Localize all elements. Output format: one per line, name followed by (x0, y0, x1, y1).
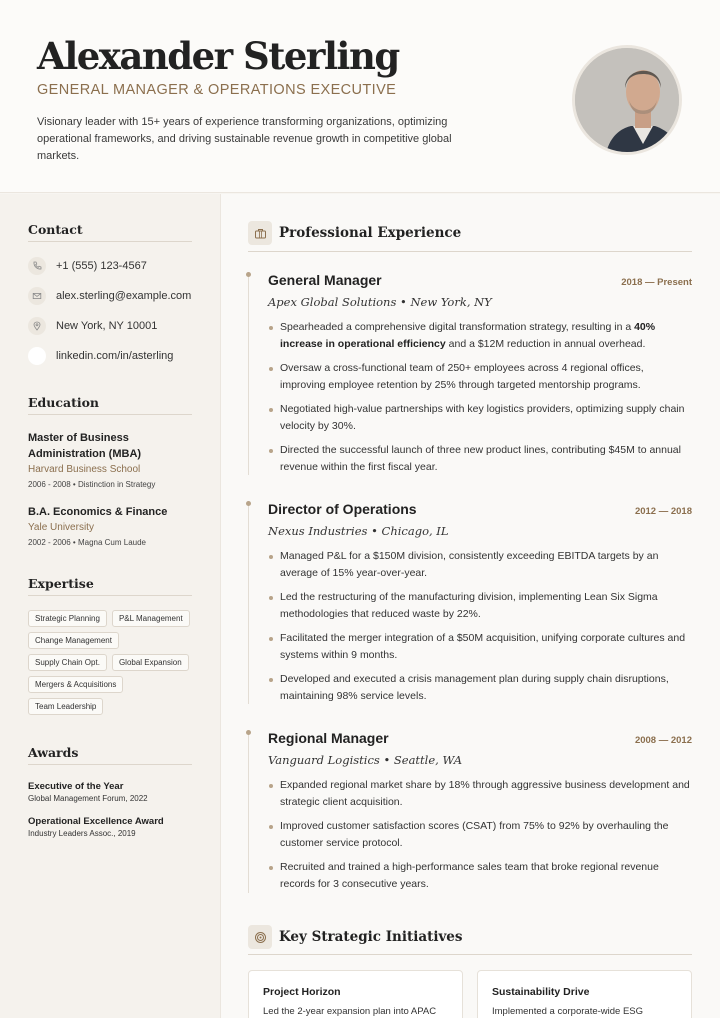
summary-text: Visionary leader with 15+ years of experience transforming organizations, optimizing operational frameworks, and driving sustainable revenue growth in competitive global markets. (37, 116, 452, 162)
contact-location (28, 316, 157, 336)
job-company: Vanguard Logistics • Seattle, WA (268, 753, 463, 767)
job-bullets (268, 777, 692, 900)
avatar (572, 45, 682, 155)
job-bullet: Negotiated high-value partnerships with key logistics providers, optimizing supply chain velocity by 30%. (268, 401, 692, 435)
target-icon (248, 925, 272, 949)
job-bullets (268, 548, 692, 712)
expertise-tag: Team Leadership (28, 698, 103, 715)
divider (248, 251, 692, 252)
job-bullet: Led the restructuring of the manufacturing division, implementing Lean Six Sigma methodologies that reduced waste by 22%. (268, 589, 692, 623)
education-meta: 2006 - 2008 • Distinction in Strategy (28, 480, 156, 489)
initiative-card (248, 970, 463, 1018)
expertise-tag: Global Expansion (112, 654, 189, 671)
job-bullet: Managed P&L for a $150M division, consistently exceeding EBITDA targets by an average of 15% year-over-year. (268, 548, 692, 582)
expertise-tag: Strategic Planning (28, 610, 107, 627)
award-item (28, 815, 208, 840)
timeline-line (248, 504, 249, 704)
award-org: Global Management Forum, 2022 (28, 794, 148, 803)
expertise-heading: Expertise (28, 576, 94, 591)
contact-email-text: alex.sterling@example.com (56, 290, 192, 302)
job-bullet: Developed and executed a crisis management plan during supply chain disruptions, maintaining 98% service levels. (268, 671, 692, 705)
timeline-dot (246, 272, 251, 277)
job-bullets (268, 319, 692, 483)
divider (28, 595, 192, 596)
job-company: Apex Global Solutions • New York, NY (268, 295, 492, 309)
initiative-card (477, 970, 692, 1018)
initiative-title: Sustainability Drive (492, 986, 590, 998)
expertise-tag: P&L Management (112, 610, 190, 627)
timeline-line (248, 275, 249, 475)
education-heading: Education (28, 395, 100, 410)
experience-heading: Professional Experience (279, 225, 462, 241)
contact-heading: Contact (28, 222, 83, 237)
job-bullet: Directed the successful launch of three new product lines, contributing $45M to annual revenue within the first fiscal year. (268, 442, 692, 476)
timeline-dot (246, 501, 251, 506)
divider (28, 414, 192, 415)
job-bullet: Expanded regional market share by 18% through aggressive business development and strategic client acquisition. (268, 777, 692, 811)
initiative-title: Project Horizon (263, 986, 341, 998)
initiative-desc: Led the 2-year expansion plan into APAC (263, 1006, 437, 1017)
timeline-dot (246, 730, 251, 735)
resume-header (0, 0, 720, 193)
job-bullet: Spearheaded a comprehensive digital transformation strategy, resulting in a 40% increase in operational efficiency and a $12M reduction in annual overhead. (268, 319, 692, 353)
contact-email[interactable] (28, 286, 191, 306)
education-item (28, 430, 203, 491)
job-company: Nexus Industries • Chicago, IL (268, 524, 449, 538)
award-item (28, 780, 208, 805)
job-title: General Manager (268, 272, 382, 288)
job-dates: 2018 — Present (621, 277, 692, 288)
divider (248, 954, 692, 955)
expertise-tags (28, 610, 198, 715)
contact-linkedin-text: linkedin.com/in/asterling (56, 350, 174, 362)
initiatives-heading: Key Strategic Initiatives (279, 929, 463, 945)
job-dates: 2008 — 2012 (634, 735, 692, 746)
education-meta: 2002 - 2006 • Magna Cum Laude (28, 538, 146, 547)
contact-linkedin[interactable] (28, 346, 173, 366)
briefcase-icon (248, 221, 272, 245)
award-org: Industry Leaders Assoc., 2019 (28, 829, 136, 838)
location-pin-icon (28, 317, 46, 335)
contact-location-text: New York, NY 10001 (56, 320, 158, 332)
profile-photo (575, 48, 682, 155)
phone-icon (28, 257, 46, 275)
job-title: Director of Operations (268, 501, 417, 517)
job-bullet: Recruited and trained a high-performance sales team that broke regional revenue records for 3 consecutive years. (268, 859, 692, 893)
linkedin-icon (28, 347, 46, 365)
candidate-title: GENERAL MANAGER & OPERATIONS EXECUTIVE (37, 82, 397, 98)
mail-icon (28, 287, 46, 305)
job-bullet: Oversaw a cross-functional team of 250+ employees across 4 regional offices, improving employee retention by 25% through targeted mentorship programs. (268, 360, 692, 394)
award-title: Operational Excellence Award (28, 816, 164, 827)
candidate-name: Alexander Sterling (37, 34, 399, 78)
education-degree: B.A. Economics & Finance (28, 506, 168, 518)
expertise-tag: Supply Chain Opt. (28, 654, 107, 671)
contact-phone[interactable] (28, 256, 147, 276)
initiative-desc: Implemented a corporate-wide ESG (492, 1006, 644, 1017)
education-degree: Master of Business Administration (MBA) (28, 432, 142, 460)
award-title: Executive of the Year (28, 781, 124, 792)
divider (28, 241, 192, 242)
job-bullet: Improved customer satisfaction scores (CSAT) from 75% to 92% by overhauling the customer service protocol. (268, 818, 692, 852)
awards-heading: Awards (28, 745, 79, 760)
education-school: Harvard Business School (28, 464, 141, 475)
timeline-line (248, 733, 249, 893)
education-school: Yale University (28, 522, 94, 533)
education-item (28, 504, 203, 549)
divider (28, 764, 192, 765)
expertise-tag: Change Management (28, 632, 119, 649)
job-title: Regional Manager (268, 730, 389, 746)
job-dates: 2012 — 2018 (634, 506, 692, 517)
job-bullet: Facilitated the merger integration of a $50M acquisition, unifying corporate cultures and systems within 9 months. (268, 630, 692, 664)
contact-phone-text: +1 (555) 123-4567 (56, 260, 147, 272)
expertise-tag: Mergers & Acquisitions (28, 676, 123, 693)
